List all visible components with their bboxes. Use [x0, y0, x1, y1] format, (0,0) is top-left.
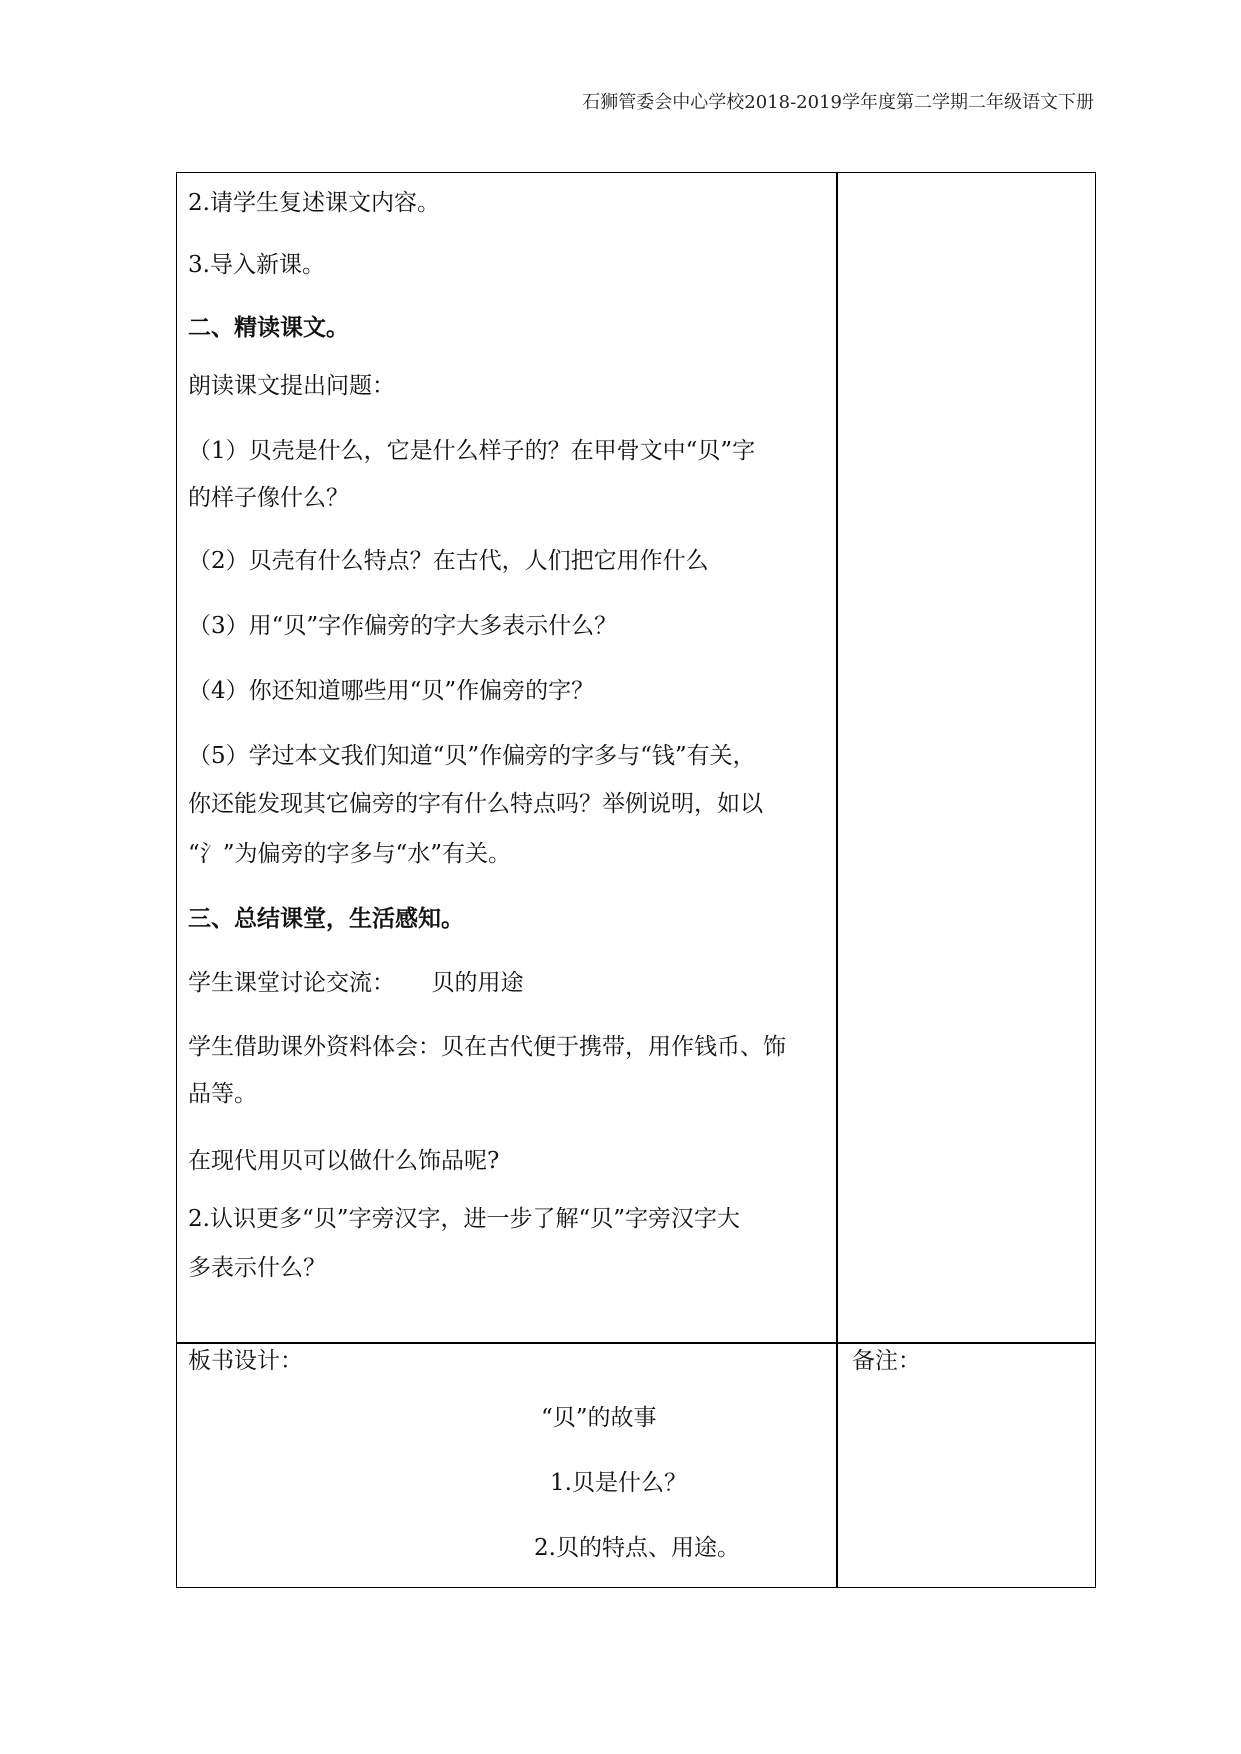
board-design-label: 板书设计： — [188, 1348, 303, 1374]
question-line: （3）用“贝”字作偏旁的字大多表示什么？ — [188, 613, 618, 639]
lesson-line: 多表示什么？ — [188, 1255, 326, 1281]
board-item: 1.贝是什么？ — [550, 1470, 687, 1496]
lesson-line: 2.请学生复述课文内容。 — [188, 190, 440, 216]
section-heading: 二、精读课文。 — [188, 315, 349, 341]
question-line: （2）贝壳有什么特点？在古代，人们把它用作什么 — [188, 548, 709, 574]
question-line: （1）贝壳是什么，它是什么样子的？在甲骨文中“贝”字 — [188, 438, 756, 464]
lesson-line: 在现代用贝可以做什么饰品呢? — [188, 1148, 500, 1174]
question-line: “氵”为偏旁的字多与“水”有关。 — [188, 841, 512, 867]
notes-label: 备注： — [852, 1348, 921, 1374]
question-line: （4）你还知道哪些用“贝”作偏旁的字？ — [188, 678, 595, 704]
lesson-line: 朗读课文提出问题： — [188, 373, 395, 399]
question-line: 你还能发现其它偏旁的字有什么特点吗？举例说明，如以 — [188, 791, 763, 817]
question-line: （5）学过本文我们知道“贝”作偏旁的字多与“钱”有关， — [188, 743, 756, 769]
table-row-divider — [176, 1342, 1096, 1344]
table-column-divider — [836, 172, 838, 1588]
section-heading: 三、总结课堂，生活感知。 — [188, 906, 464, 932]
board-item: 2.贝的特点、用途。 — [534, 1535, 740, 1561]
lesson-line: 学生借助课外资料体会：贝在古代便于携带，用作钱币、饰 — [188, 1034, 786, 1060]
question-line: 的样子像什么？ — [188, 485, 349, 511]
lesson-line: 品等。 — [188, 1081, 257, 1107]
page-header: 石狮管委会中心学校2018-2019学年度第二学期二年级语文下册 — [582, 92, 1094, 113]
lesson-line: 学生课堂讨论交流： 贝的用途 — [188, 970, 524, 996]
lesson-line: 3.导入新课。 — [188, 252, 325, 278]
board-title: “贝”的故事 — [541, 1405, 657, 1431]
lesson-line: 2.认识更多“贝”字旁汉字，进一步了解“贝”字旁汉字大 — [188, 1206, 740, 1232]
